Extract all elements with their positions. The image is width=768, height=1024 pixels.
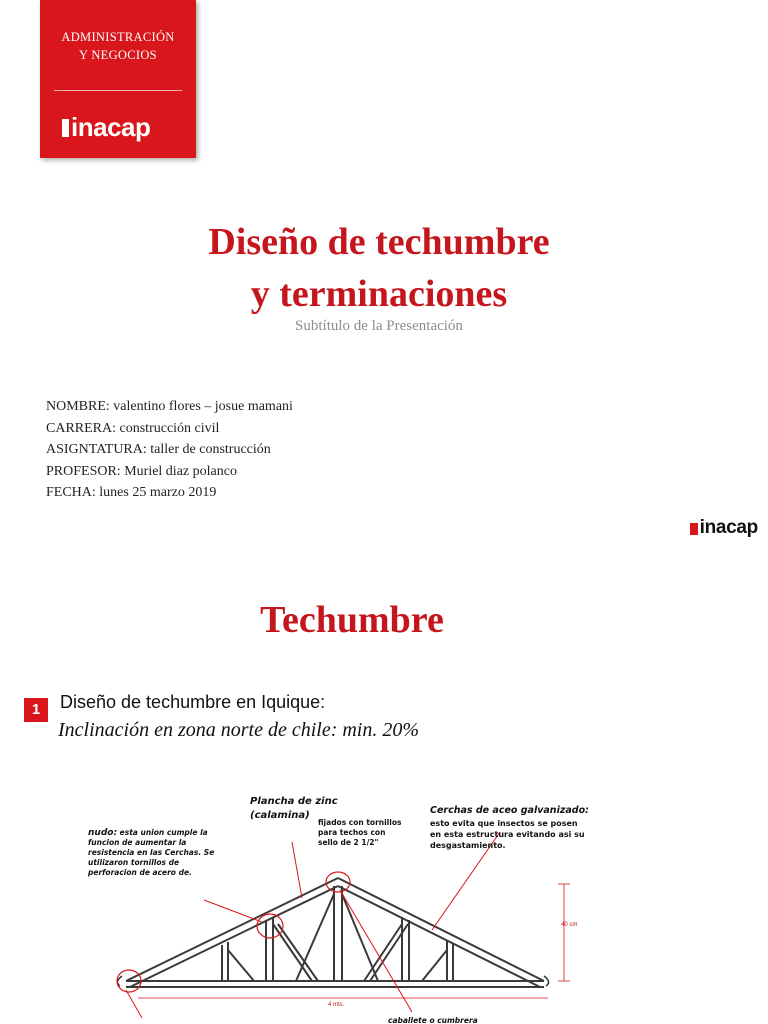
cerchas-note-line-3: desgastamiento.	[430, 841, 506, 850]
brand-banner	[40, 0, 196, 158]
presentation-subtitle: Subtítulo de la Presentación	[295, 318, 463, 334]
cerchas-title: Cerchas de aceo galvanizado:	[430, 805, 589, 816]
student-info	[46, 396, 293, 504]
title-line-1: Diseño de techumbre	[208, 221, 550, 263]
inacap-logo	[62, 108, 150, 142]
info-row-teacher	[46, 461, 293, 483]
plancha-title-line-2: (calamina)	[250, 810, 310, 821]
title-line-2: y terminaciones	[250, 273, 508, 315]
corner-inacap-logo	[690, 518, 758, 538]
info-row-career	[46, 418, 293, 440]
plancha-note	[318, 818, 401, 848]
corner-logo-text: inacap	[699, 517, 758, 538]
slide-title: Techumbre	[260, 599, 444, 641]
nudo-note-line-5: perforacion de acero de.	[88, 868, 192, 877]
nudo-note	[88, 828, 214, 878]
inacap-logo-icon	[690, 523, 698, 535]
inacap-logo-text: inacap	[71, 112, 151, 142]
techumbre-slide	[0, 540, 768, 1024]
roof-truss-diagram	[82, 790, 622, 1024]
info-label: FECHA:	[46, 485, 96, 500]
info-value: construcción civil	[119, 420, 220, 436]
plancha-title-line-1: Plancha de zinc	[250, 796, 338, 807]
nudo-text-1: esta union cumple la	[119, 828, 208, 837]
info-value: Muriel diaz polanco	[124, 463, 237, 479]
plancha-note-line-2: para techos con	[318, 828, 386, 837]
info-row-name	[46, 396, 293, 418]
nudo-title: nudo:	[88, 828, 118, 838]
plancha-note-line-1: fijados con tornillos	[318, 818, 402, 827]
info-row-subject	[46, 439, 293, 461]
info-label: ASIGNTATURA:	[46, 442, 147, 457]
height-dimension-label: 40 cm	[561, 922, 578, 928]
caballete-label: caballete o cumbrera	[388, 1016, 478, 1024]
info-label: PROFESOR:	[46, 463, 121, 479]
department-line-1: ADMINISTRACIÓN	[61, 30, 175, 44]
point-number-badge: 1	[24, 698, 48, 722]
nudo-note-line-3: resistencia en las Cerchas. Se	[88, 848, 215, 857]
cerchas-note	[430, 818, 585, 851]
presentation-title	[0, 216, 758, 320]
point-subtext: Inclinación en zona norte de chile: min. 20%	[58, 719, 420, 741]
width-dimension-label: 4 mts.	[328, 1002, 345, 1008]
plancha-note-line-3: sello de 2 1/2"	[318, 838, 379, 847]
info-value: valentino flores – josue mamani	[113, 399, 293, 414]
info-value: lunes 25 marzo 2019	[99, 485, 217, 500]
department-line-2: Y NEGOCIOS	[79, 48, 157, 62]
info-label: CARRERA:	[46, 420, 117, 436]
info-value: taller de construcción	[150, 442, 271, 457]
nudo-note-line-1	[88, 828, 214, 838]
info-row-date	[46, 482, 293, 504]
brand-divider	[54, 90, 182, 91]
department-label	[40, 28, 196, 64]
nudo-note-line-2: funcion de aumentar la	[88, 838, 187, 847]
inacap-logo-icon	[62, 119, 69, 137]
info-label: NOMBRE:	[46, 399, 110, 414]
cerchas-note-line-1: esto evita que insectos se posen	[430, 819, 578, 828]
cerchas-note-line-2: en esta estructura evitando asi su	[430, 830, 585, 839]
point-text: Diseño de techumbre en Iquique:	[60, 692, 326, 712]
nudo-note-line-4: utilizaron tornillos de	[88, 858, 180, 867]
